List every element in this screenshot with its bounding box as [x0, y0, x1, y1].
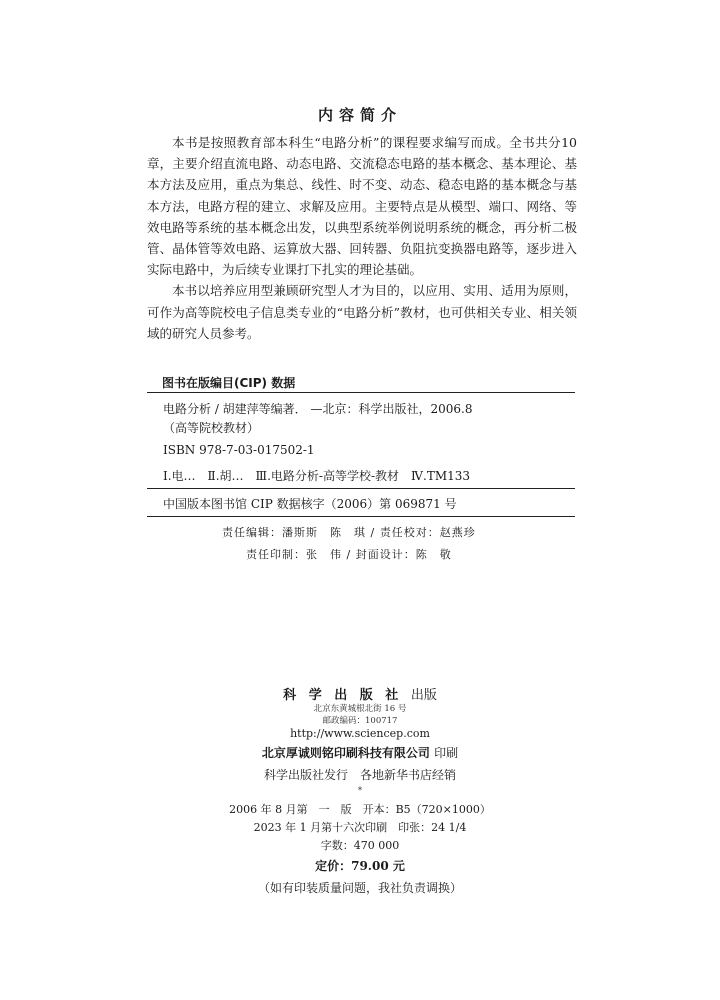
- publisher-postcode: 邮政编码：100717: [322, 716, 398, 726]
- cip-heading: 图书在版编目(CIP) 数据: [162, 376, 296, 390]
- quality-notice: （如有印装质量问题，我社负责调换）: [257, 881, 462, 895]
- intro-paragraph: 本书以培养应用型兼顾研究型人才为目的，以应用、实用、适用为原则，可作为高等院校电子信息类专业的“电路分析”教材，也可供相关专业、相关领域的研究人员参考。: [147, 283, 577, 341]
- cip-line: 电路分析 / 胡建萍等编著． —北京：科学出版社，2006.8: [163, 402, 473, 416]
- separator-asterisk: *: [358, 786, 362, 795]
- divider: [147, 516, 575, 517]
- cip-line: Ⅰ.电… Ⅱ.胡… Ⅲ.电路分析-高等学校-教材 Ⅳ.TM133: [163, 469, 471, 483]
- divider: [147, 488, 575, 489]
- cip-line: （高等院校教材）: [163, 421, 260, 435]
- cip-line: ISBN 978-7-03-017502-1: [163, 443, 315, 457]
- publisher-address: 北京东黄城根北街 16 号: [313, 704, 407, 714]
- cip-line: 中国版本图书馆 CIP 数据核字（2006）第 069871 号: [163, 497, 457, 511]
- edition-line: 2006 年 8 月第 一 版 开本：B5（720×1000）: [229, 803, 491, 816]
- publisher-website: http://www.sciencep.com: [290, 727, 430, 740]
- staff-line-production: 责任印制：张 伟 / 封面设计：陈 敬: [246, 548, 452, 561]
- distribution-line: 科学出版社发行 各地新华书店经销: [263, 768, 456, 782]
- price: 定价：79.00 元: [315, 859, 405, 873]
- publisher-name: 科 学 出 版 社: [283, 688, 403, 703]
- intro-paragraph: 本书是按照教育部本科生“电路分析”的课程要求编写而成。全书共分10章，主要介绍直流电路、动态电路、交流稳态电路的基本概念、基本理论、基本方法及应用，重点为集总、线性、时不变、动态、稳态电路的基本概念与基本方法，电路方程的建立、求解及应用。主要特点是从模型、端口、网络、等效电路等系统的基本概念出发，以典型系统举例说明系统的概念，再分析二极管、晶体管等效电路、运算放大器、回转器、负阻抗变换器电路等，逐步进入实际电路中，为后续专业课打下扎实的理论基础。: [147, 135, 577, 278]
- intro-body: [147, 132, 577, 344]
- staff-line-editors: 责任编辑：潘斯斯 陈 琪 / 责任校对：赵燕珍: [222, 526, 476, 539]
- printing-line: 2023 年 1 月第十六次印刷 印张：24 1/4: [253, 821, 467, 834]
- printer-suffix: 印刷: [434, 746, 459, 760]
- publisher-line: [0, 684, 720, 703]
- printer-line: [0, 744, 720, 761]
- intro-title: 内容简介: [317, 106, 402, 124]
- printer-name: 北京厚诚则铭印刷科技有限公司: [261, 746, 430, 760]
- publisher-suffix: 出版: [410, 688, 437, 703]
- word-count: 字数：470 000: [320, 839, 400, 852]
- divider: [147, 392, 575, 393]
